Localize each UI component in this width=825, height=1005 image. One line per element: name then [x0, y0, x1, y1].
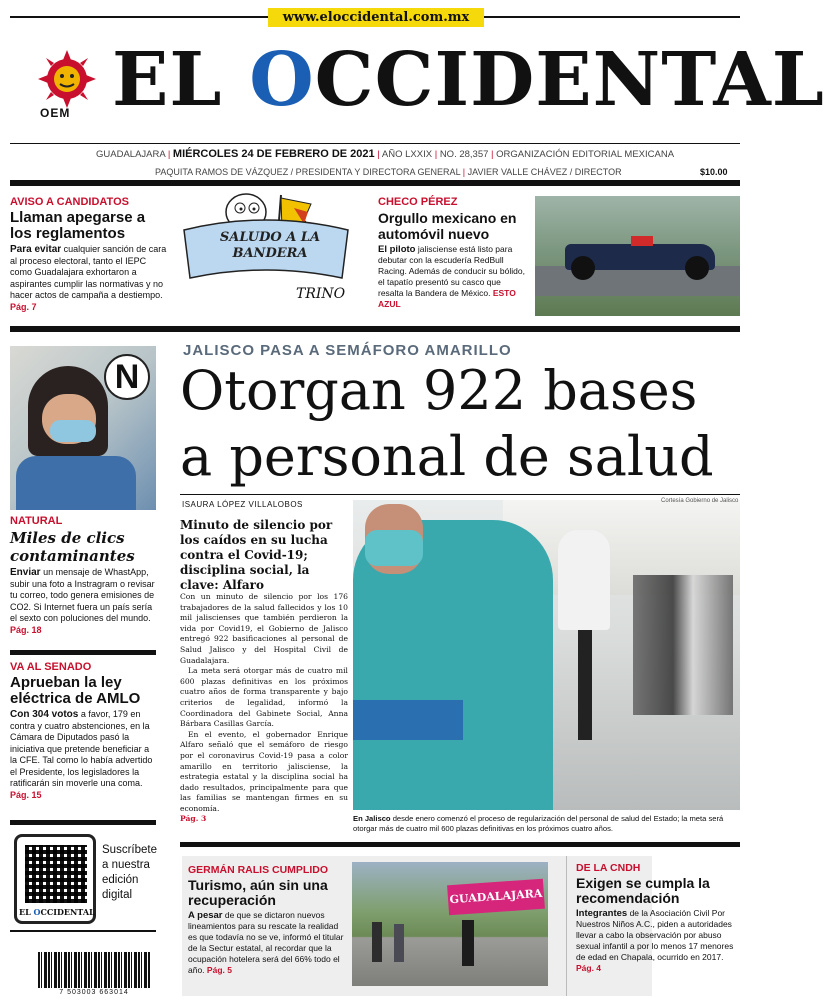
headline-line-1: Otorgan 922 bases: [180, 359, 698, 422]
left-rule-2: [10, 820, 156, 825]
clothing: [16, 456, 136, 510]
masthead-thick-rule: [10, 180, 740, 186]
car-detail: [631, 236, 653, 246]
wheel-front: [571, 256, 595, 280]
headline: Exigen se cumpla la recomendación: [576, 875, 710, 906]
info-price: $10.00: [700, 167, 728, 177]
bottom-thick-rule: [180, 842, 740, 847]
kicker: NATURAL: [10, 515, 63, 527]
sun-icon: [36, 48, 98, 110]
logo-part-2: CCIDENTAL: [40, 907, 95, 917]
title-part-2: CCIDENTAL: [314, 37, 825, 123]
info-staff: PAQUITA RAMOS DE VÁZQUEZ / PRESIDENTA Y DIRECTORA GENERAL: [155, 167, 461, 177]
site-url[interactable]: www.eloccidental.com.mx: [268, 8, 484, 27]
headline: Llaman apegarse a los reglamentos: [10, 209, 146, 242]
main-subhead: Minuto de silencio por los caídos en su lucha contra el Covid-19; disciplina social, la clave: Alfaro: [180, 518, 333, 592]
f1-car-photo[interactable]: [535, 196, 740, 316]
subscribe-phone[interactable]: [14, 834, 96, 924]
wheel-rear: [685, 256, 709, 280]
lead: Integrantes: [576, 908, 628, 919]
walking-nurse: [558, 530, 610, 630]
oem-label: OEM: [40, 106, 71, 120]
page-ref: Pág. 5: [206, 965, 232, 975]
caption-lead: En Jalisco: [353, 814, 391, 823]
info-line-1: GUADALAJARA | MIÉRCOLES 24 DE FEBRERO DE 2021 | AÑO LXXIX | NO. 28,357 | ORGANIZACIÓN EDITORIAL MEXICANA: [96, 148, 675, 160]
page-ref: Pág. 15: [10, 789, 42, 800]
logo-part-1: EL: [19, 907, 34, 917]
kicker: VA AL SENADO: [10, 661, 92, 673]
info-date: MIÉRCOLES 24 DE FEBRERO DE 2021: [172, 148, 375, 160]
main-page-ref: Pág. 3: [180, 814, 207, 824]
person-2: [394, 924, 404, 962]
photo-credit: Cortesía Gobierno de Jalisco: [661, 498, 739, 504]
body: un mensaje de WhastApp, subir una foto a Instragram o revisar tu correo, todo genera emisiones de CO2. Si Internet fuera un país sería el sexto con poluciones del mundo.: [10, 567, 155, 623]
lead: El piloto: [378, 244, 416, 255]
kicker: AVISO A CANDIDATOS: [10, 196, 129, 208]
body: jalisciense está listo para debutar con la escudería RedBull Racing. Además de conducir su bólido, el tapatío presentó su casco que resalta la Bandera de México.: [378, 244, 525, 298]
nurse-legs: [578, 630, 592, 740]
person-1: [372, 922, 382, 962]
left-rule-3: [10, 930, 156, 932]
page-ref: Pág. 7: [10, 301, 37, 312]
body: a favor, 179 en contra y cuatro abstenciones, en la Cámara de Diputados pasó la iniciativa que pretende beneficiar a la CFE. Tal como lo había advertido el Presidente, los legisladores la ratificarán sin moverle una coma.: [10, 709, 153, 788]
main-byline: ISAURA LÓPEZ VILLALOBOS: [182, 500, 303, 509]
section-thick-rule: [10, 326, 740, 332]
headline-line-2: a personal de salud: [180, 425, 714, 488]
teaser-natural[interactable]: [10, 515, 156, 636]
barcode-number: 7 503003 663014: [59, 989, 129, 996]
cartoon-author: TRINO: [296, 286, 346, 302]
title-part-1: EL: [112, 37, 250, 123]
headline: Aprueban la ley eléctrica de AMLO: [10, 674, 141, 707]
main-headline[interactable]: [180, 358, 750, 490]
subscribe-logo: [19, 907, 93, 917]
turismo-photo[interactable]: [352, 862, 548, 986]
info-line-2: PAQUITA RAMOS DE VÁZQUEZ / PRESIDENTA Y DIRECTORA GENERAL | JAVIER VALLE CHÁVEZ / DIRECTOR: [155, 167, 622, 177]
main-kicker: JALISCO PASA A SEMÁFORO AMARILLO: [183, 342, 512, 359]
main-photo[interactable]: [353, 500, 740, 810]
worker-mask: [365, 530, 423, 566]
lead: Con 304 votos: [10, 709, 79, 720]
seated-group: [633, 575, 733, 715]
natural-badge: N: [104, 354, 150, 400]
lead: Enviar: [10, 567, 41, 578]
barcode: [38, 952, 150, 988]
main-caption: [353, 814, 740, 834]
headline: Turismo, aún sin una recuperación: [188, 877, 328, 908]
page-ref: Pág. 18: [10, 624, 42, 635]
subscribe-text[interactable]: Suscríbete a nuestra edición digital: [102, 844, 157, 901]
main-body: [180, 592, 348, 825]
title-o: O: [249, 37, 315, 123]
kicker: DE LA CNDH: [576, 862, 641, 874]
caption-text: desde enero comenzó el proceso de regularización del personal de salud del Estado; la meta será otorgar más de cuatro mil 600 plazas definitivas en los próximos cuatro años.: [353, 814, 724, 833]
info-org: ORGANIZACIÓN EDITORIAL MEXICANA: [496, 149, 675, 160]
cartoon: [176, 190, 364, 314]
info-director: JAVIER VALLE CHÁVEZ / DIRECTOR: [467, 167, 622, 177]
main-p2: La meta será otorgar más de cuatro mil 600 plazas definitivas en los próximos cuatro años de forma transparente y bajo criterios de legalidad, informó la Coordinadora del Gabinete Social, Anna Bárbara Casillas García.: [180, 666, 348, 729]
teaser-cndh[interactable]: [576, 862, 740, 974]
track: [535, 266, 740, 296]
oem-logo: [36, 48, 98, 124]
teaser-turismo[interactable]: [188, 864, 348, 976]
headline: Orgullo mexicano en automóvil nuevo: [378, 210, 517, 242]
person-3: [462, 920, 474, 966]
guadalajara-sign: GUADALAJARA: [447, 879, 545, 916]
info-year: AÑO LXXIX: [381, 149, 433, 160]
top-rule-right: [484, 16, 740, 18]
cartoon-banner: SALUDO A LA BANDERA: [219, 230, 321, 261]
page-ref: ESTO AZUL: [378, 288, 516, 309]
teaser-senado[interactable]: [10, 661, 158, 801]
teaser-checo[interactable]: [378, 196, 528, 310]
main-p1: Con un minuto de silencio por los 176 trabajadores de la salud fallecidos y los 10 mil jaliscienses que también perdieron la vida por Covid19, el Gobierno de Jalisco entregó 922 basificaciones al personal de Salud Jalisco y del Hospital Civil de Guadalajara.: [180, 592, 348, 665]
lead: A pesar: [188, 910, 223, 921]
body: cualquier sanción de cara al proceso electoral, tanto el IEPC como Guadalajara exhortaron a aspirantes cumplir las normativas y no hacer actos de campaña a destiempo.: [10, 244, 167, 300]
kicker: CHECO PÉREZ: [378, 196, 458, 208]
main-rule: [180, 494, 740, 495]
teaser-candidatos[interactable]: [10, 196, 170, 313]
page-ref: Pág. 4: [576, 963, 602, 973]
masthead-title[interactable]: [112, 34, 825, 126]
kicker: GERMÁN RALIS CUMPLIDO: [188, 864, 328, 876]
lead: Para evitar: [10, 244, 62, 255]
left-rule-1: [10, 650, 156, 655]
mask: [50, 420, 96, 442]
top-rule-left: [10, 16, 268, 18]
main-p3: En el evento, el gobernador Enrique Alfaro señaló que el semáforo de riesgo por el coronavirus Covid-19 pasa a color amarillo en territorio jalisciense, la estrategia estatal y la disciplina social ha dado resultados, principalmente para que las familias se mantengan firmes en su economía.: [180, 729, 348, 813]
info-number: NO. 28,357: [439, 149, 489, 160]
headline: Miles de clics contaminantes: [10, 529, 135, 565]
logo-o: O: [33, 907, 41, 917]
qr-code-icon: [25, 845, 87, 903]
info-rule-top: [10, 143, 740, 144]
body: de la Asociación Civil Por Nuestros Niños A.C., piden a autoridades llevar a cabo la observación por abuso sexual infantil a por lo menos 17 menores de edad en Chapala, ocurrido en 2017.: [576, 908, 734, 962]
folder: [353, 700, 463, 740]
info-city: GUADALAJARA: [96, 149, 166, 160]
body: de que se dictaron nuevos lineamientos para su rescate la realidad es que todavía no se ve, informó el titular de la Sectur estatal, al recordar que la ocupación hotelera será del 66% todo el año.: [188, 910, 344, 975]
natural-photo[interactable]: [10, 346, 156, 510]
